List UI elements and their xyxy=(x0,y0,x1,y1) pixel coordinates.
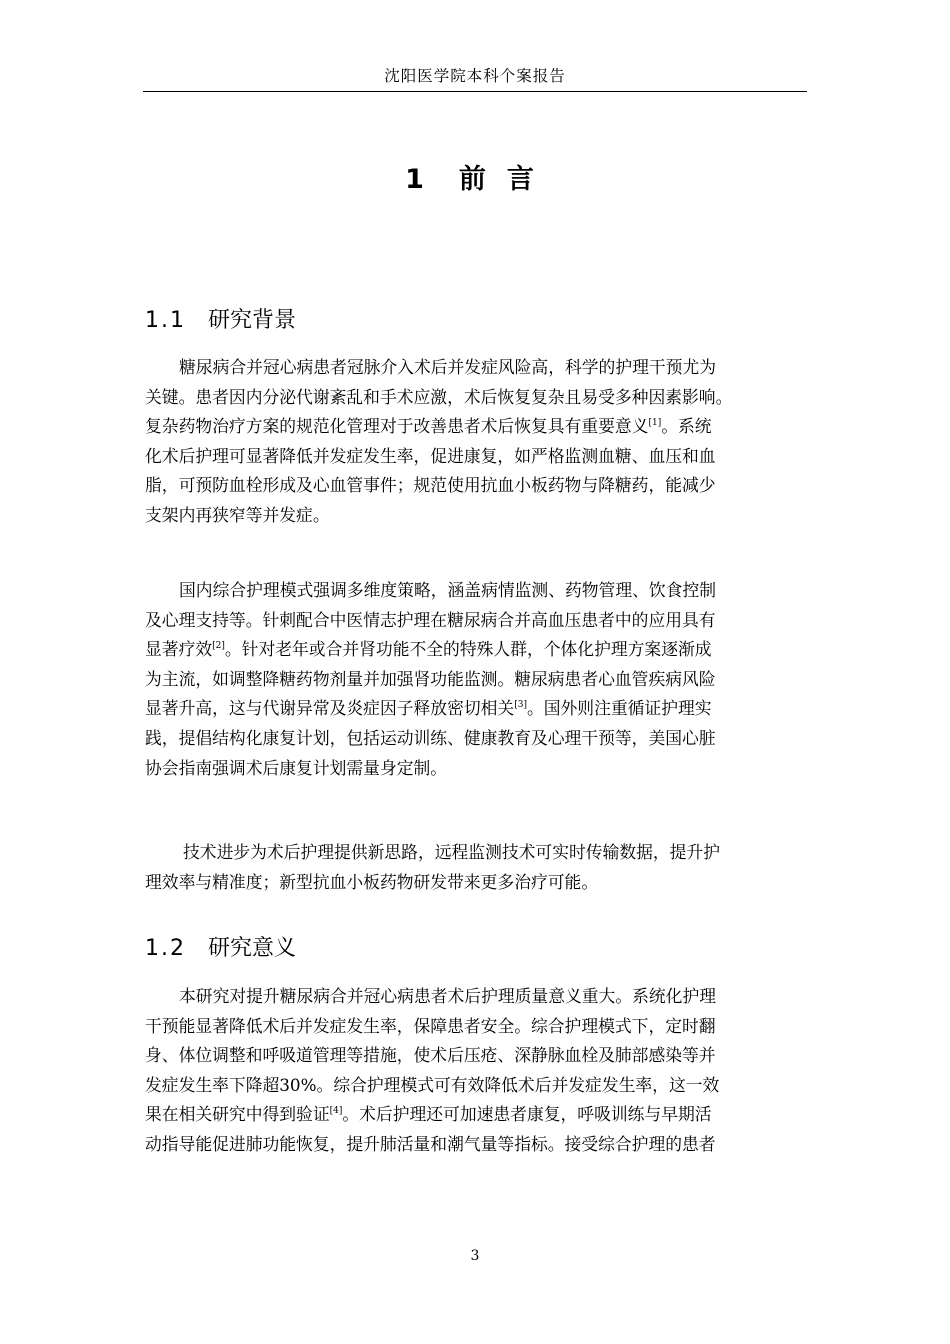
text-line xyxy=(145,1100,809,1130)
page-header: 沈阳医学院本科个案报告 xyxy=(143,60,807,92)
text-line: 协会指南强调术后康复计划需量身定制。 xyxy=(145,757,448,778)
text-segment: 。针对老年或合并肾功能不全的特殊人群，个体化护理方案逐渐成 xyxy=(224,639,712,660)
text-segment: 。术后护理还可加速患者康复，呼吸训练与早期活 xyxy=(342,1104,712,1125)
section-title: 研究意义 xyxy=(208,936,297,961)
paragraph-background-2 xyxy=(145,576,809,783)
text-line: 为主流，如调整降糖药物剂量并加强肾功能监测。糖尿病患者心血管疾病风险 xyxy=(145,668,716,689)
text-line xyxy=(145,635,809,665)
chapter-title xyxy=(143,158,807,202)
text-segment: 。国外则注重循证护理实 xyxy=(526,698,712,719)
paragraph-background-3 xyxy=(145,838,809,897)
citation-ref-2: [2] xyxy=(212,641,225,652)
chapter-title-char: 言 xyxy=(506,164,535,195)
section-number: 1.1 xyxy=(145,308,186,333)
text-line xyxy=(145,694,809,724)
text-line: 支架内再狭窄等并发症。 xyxy=(145,504,330,525)
text-line: 干预能显著降低术后并发症发生率，保障患者安全。综合护理模式下，定时翻 xyxy=(145,1015,716,1036)
citation-ref-4: [4] xyxy=(329,1106,343,1117)
text-segment: 复杂药物治疗方案的规范化管理对于改善患者术后恢复具有重要意义 xyxy=(145,416,649,437)
section-heading-1-2 xyxy=(145,931,296,967)
paragraph-background-1 xyxy=(145,353,809,531)
text-line: 糖尿病合并冠心病患者冠脉介入术后并发症风险高，科学的护理干预尤为 xyxy=(179,357,717,377)
section-number: 1.2 xyxy=(145,936,186,961)
text-line: 发症发生率下降超30%。综合护理模式可有效降低术后并发症发生率，这一效 xyxy=(145,1074,720,1095)
text-line: 理效率与精准度；新型抗血小板药物研发带来更多治疗可能。 xyxy=(145,871,599,892)
text-line: 脂，可预防血栓形成及心血管事件；规范使用抗血小板药物与降糖药，能减少 xyxy=(145,475,716,496)
text-line xyxy=(145,412,809,442)
paragraph-significance-1 xyxy=(145,982,809,1160)
text-segment: 显著疗效 xyxy=(145,639,213,660)
text-line: 本研究对提升糖尿病合并冠心病患者术后护理质量意义重大。系统化护理 xyxy=(179,986,717,1006)
text-line: 化术后护理可显著降低并发症发生率，促进康复，如严格监测血糖、血压和血 xyxy=(145,445,716,466)
text-line: 关键。患者因内分泌代谢紊乱和手术应激，术后恢复复杂且易受多种因素影响。 xyxy=(145,386,733,407)
text-line: 身、体位调整和呼吸道管理等措施，使术后压疮、深静脉血栓及肺部感染等并 xyxy=(145,1045,716,1066)
text-line: 践，提倡结构化康复计划，包括运动训练、健康教育及心理干预等，美国心脏 xyxy=(145,727,716,748)
text-line: 技术进步为术后护理提供新思路，远程监测技术可实时传输数据，提升护 xyxy=(183,842,721,862)
text-segment: 显著升高，这与代谢异常及炎症因子释放密切相关 xyxy=(145,698,515,719)
page-number: 3 xyxy=(470,1248,480,1264)
text-segment: 。系统 xyxy=(661,416,712,437)
text-line: 动指导能促进肺功能恢复，提升肺活量和潮气量等指标。接受综合护理的患者 xyxy=(145,1133,716,1154)
section-heading-1-1 xyxy=(145,303,296,339)
text-segment: 果在相关研究中得到验证 xyxy=(145,1104,330,1125)
text-line: 及心理支持等。针刺配合中医情志护理在糖尿病合并高血压患者中的应用具有 xyxy=(145,609,716,630)
chapter-number: 1 xyxy=(405,164,425,195)
citation-ref-1: [1] xyxy=(648,418,662,429)
section-title: 研究背景 xyxy=(208,308,297,333)
text-line: 国内综合护理模式强调多维度策略，涵盖病情监测、药物管理、饮食控制 xyxy=(179,580,717,600)
chapter-title-char: 前 xyxy=(458,164,487,195)
citation-ref-3: [3] xyxy=(514,700,527,711)
